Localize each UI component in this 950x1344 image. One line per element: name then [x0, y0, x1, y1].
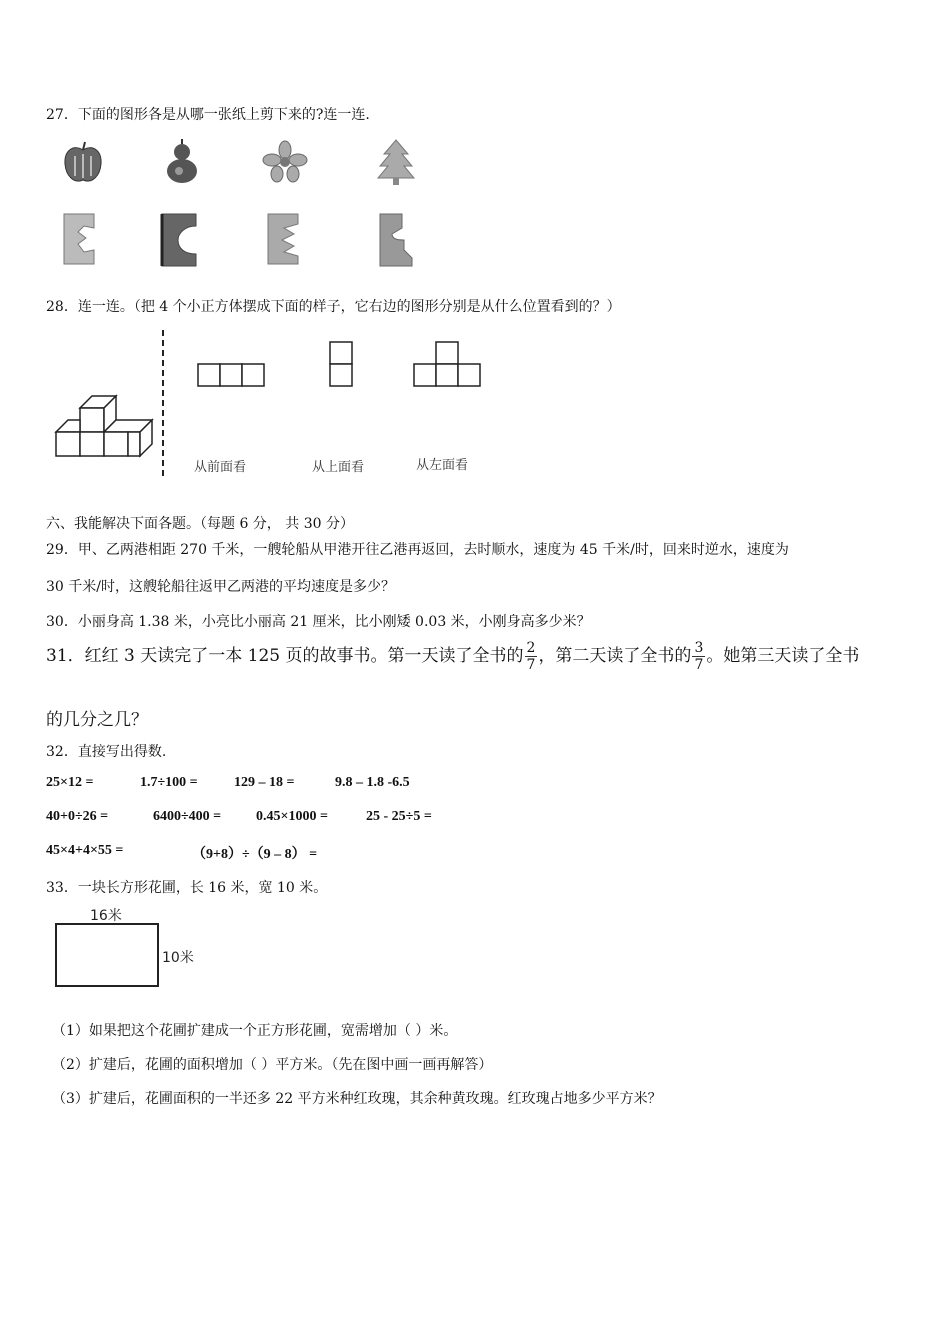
paper-cut-2	[160, 212, 198, 268]
q32-text: 32．直接写出得数.	[46, 744, 167, 760]
length-label: 16米	[90, 908, 122, 924]
calc-item: 40+0÷26 =	[46, 809, 109, 824]
q27-text: 27．下面的图形各是从哪一张纸上剪下来的?连一连.	[46, 107, 370, 123]
flower-icon	[262, 140, 308, 184]
top-view-shape	[328, 340, 354, 388]
q33-sub3: （3）扩建后，花圃面积的一半还多 22 平方米种红玫瑰，其余种黄玫瑰。红玫瑰占地多少平方米？	[52, 1091, 662, 1107]
apple-icon	[60, 140, 106, 186]
paper-cut-3	[266, 212, 300, 266]
q33-sub1: （1）如果把这个花圃扩建成一个正方形花圃，宽需增加（ ）米。	[52, 1023, 458, 1039]
top-view-label: 从上面看	[312, 460, 365, 475]
calc-item: 25×12 =	[46, 775, 94, 790]
garden-rectangle	[54, 922, 162, 990]
calc-item: 129 – 18 =	[234, 775, 295, 790]
q31-part2: ，第二天读了全书的	[538, 646, 692, 666]
fraction-2-7: $\frac{2}{7}$	[526, 640, 536, 673]
q31-line2: 的几分之几？	[46, 710, 148, 730]
calc-item: 6400÷400 =	[153, 809, 222, 824]
width-label: 10米	[162, 950, 194, 966]
paper-cut-4	[378, 212, 414, 268]
q30-text: 30．小丽身高 1.38 米，小亮比小丽高 21 厘米，比小刚矮 0.03 米，小刚身高多少米？	[46, 614, 591, 630]
q33-sub2: （2）扩建后，花圃的面积增加（ ）平方米。（先在图中画一画再解答）	[52, 1057, 493, 1073]
calc-item: （9+8）÷（9 – 8） =	[192, 847, 318, 862]
paper-cut-1	[62, 212, 96, 266]
calc-item: 9.8 – 1.8 -6.5	[335, 775, 410, 790]
left-view-shape	[412, 340, 484, 388]
front-view-shape	[196, 362, 266, 388]
q31-part3: 。她第三天读了全书	[706, 646, 860, 666]
q31-line1	[46, 640, 859, 673]
calc-item: 0.45×1000 =	[256, 809, 328, 824]
dashed-divider	[160, 330, 166, 476]
calc-item: 1.7÷100 =	[140, 775, 198, 790]
tree-icon	[374, 138, 418, 186]
q29-line1: 29．甲、乙两港相距 270 千米，一艘轮船从甲港开往乙港再返回，去时顺水，速度为 45 千米/时，回来时逆水，速度为	[46, 542, 789, 558]
left-view-label: 从左面看	[416, 458, 469, 473]
q28-text: 28．连一连。（把 4 个小正方体摆成下面的样子，它右边的图形分别是从什么位置看到的？）	[46, 299, 621, 315]
q31-part1: 31．红红 3 天读完了一本 125 页的故事书。第一天读了全书的	[46, 646, 524, 666]
section-title: 六、我能解决下面各题。（每题 6 分， 共 30 分）	[46, 516, 354, 532]
calc-item: 25 - 25÷5 =	[366, 809, 432, 824]
fraction-3-7: $\frac{3}{7}$	[694, 640, 704, 673]
calc-item: 45×4+4×55 =	[46, 843, 124, 858]
front-view-label: 从前面看	[194, 460, 247, 475]
gourd-icon	[162, 138, 202, 186]
q29-line2: 30 千米/时，这艘轮船往返甲乙两港的平均速度是多少？	[46, 579, 395, 595]
cube-stack-figure	[50, 380, 160, 460]
q33-text: 33．一块长方形花圃，长 16 米，宽 10 米。	[46, 880, 328, 896]
